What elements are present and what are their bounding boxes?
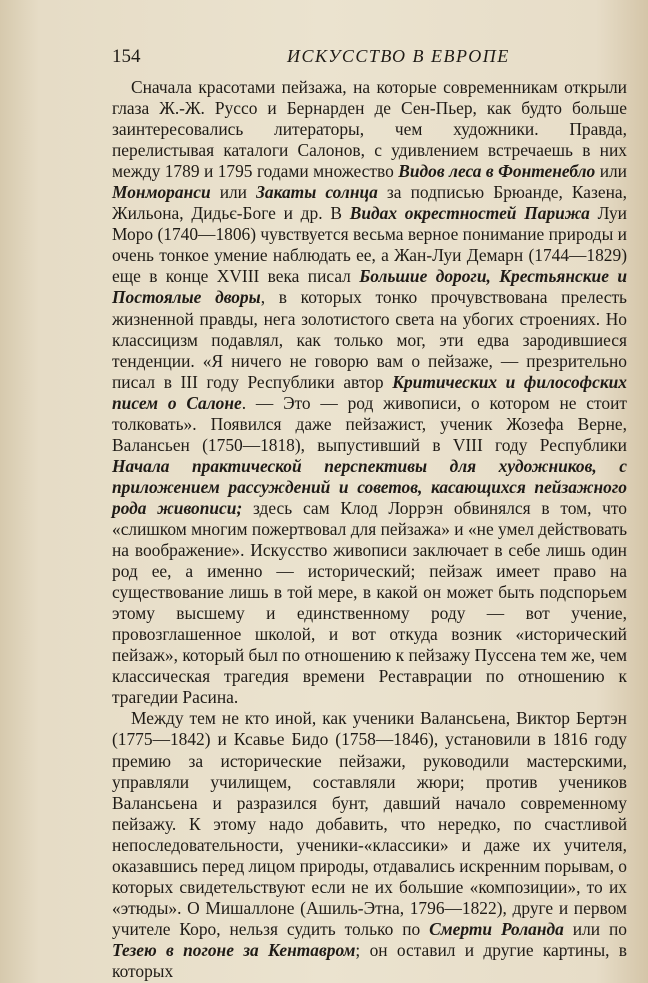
- text-run: , в которых тонко прочувствована прелесть жизненной правды, нега золотистого света на убогих строениях. Но классицизм подавлял, как только мог, эти едва зародившиеся тенденции. «Я ничего не говорю вам о пейзаже, — презрительно писал в III году Республики автор: [112, 287, 627, 392]
- italic-title: Видов леса в Фонтенебло: [398, 161, 596, 182]
- text-run: или: [210, 182, 257, 203]
- text-run: . — Это — род живописи, о котором не стоит толковать». Появился даже пейзажист, ученик Жозефа Верне, Валансьен (1750—1818), выпустивший в VIII году Республики: [112, 392, 627, 455]
- italic-title: Смерти Роланда: [429, 918, 564, 939]
- text-run: ; он оставил и другие картины, в которых: [112, 939, 628, 981]
- paragraph: [112, 708, 627, 982]
- text-run: за подписью Брюанде, Казена, Жильона, Дидьє-Боге и др. В: [112, 182, 627, 224]
- italic-title: Видах окрестностей Парижа: [349, 203, 590, 224]
- paragraph: [112, 77, 627, 708]
- italic-title: Начала практической перспективы для художников, с приложением рассуждений и советов, касающихся пейзажного рода живописи;: [112, 455, 627, 518]
- running-title: ИСКУССТВО В ЕВРОПЕ: [287, 46, 510, 66]
- page-header: [112, 46, 624, 70]
- text-run: Между тем не кто иной, как ученики Валансьена, Виктор Бертэн (1775—1842) и Ксавье Бидо (1758—1846), установили в 1816 году премию за исторические пейзажи, руководили мастерскими, управляли училищем, составляли жюри; против учеников Валансьена и разразился бунт, давший начало современному пейзажу. К этому надо добавить, что нередко, по счастливой непоследовательности, ученики-«классики» и даже их учителя, оказавшись перед лицом природы, отдавались искренним порывам, о которых свидетельствуют если не их большие «композиции», то их «этюды». О Мишаллоне (Ашиль-Этна, 1796—1822), друге и первом учителе Коро, нельзя судить только по: [112, 708, 627, 939]
- italic-title: Закаты солнца: [256, 182, 378, 203]
- text-run: или по: [563, 918, 627, 939]
- body-text: [112, 77, 627, 982]
- italic-title: Монморанси: [112, 182, 211, 203]
- page-number: 154: [112, 46, 141, 67]
- italic-title: Критических и философских писем о Салоне: [112, 371, 627, 413]
- text-run: или: [595, 161, 627, 182]
- text-run: здесь сам Клод Лоррэн обвинялся в том, что «слишком многим пожертвовал для пейзажа» и «не умел действовать на воображение». Искусство живописи заключает в себе лишь один род ее, а именно — исторический; пейзаж имеет право на существование лишь в той мере, в какой он может быть подспорьем этому высшему и единственному роду — вот учение, провозглашенное школой, и вот откуда возник «исторический пейзаж», который был по отношению к пейзажу Пуссена тем же, чем классическая трагедия времени Реставрации по отношению к трагедии Расина.: [112, 497, 627, 708]
- italic-title: Большие дороги, Крестьянские и Постоялые дворы: [112, 266, 627, 308]
- text-run: Сначала красотами пейзажа, на которые современникам открыли глаза Ж.-Ж. Руссо и Бернарден де Сен-Пьер, как будто больше заинтересовались литераторы, чем художники. Правда, перелистывая каталоги Салонов, с удивлением встречаешь в них между 1789 и 1795 годами множество: [112, 77, 627, 182]
- text-run: Луи Моро (1740—1806) чувствуется весьма верное понимание природы и очень тонкое умение наблюдать ее, а Жан-Луи Демарн (1744—1829) еще в конце XVIII века писал: [112, 203, 627, 287]
- italic-title: Тезею в погоне за Кентавром: [112, 939, 356, 960]
